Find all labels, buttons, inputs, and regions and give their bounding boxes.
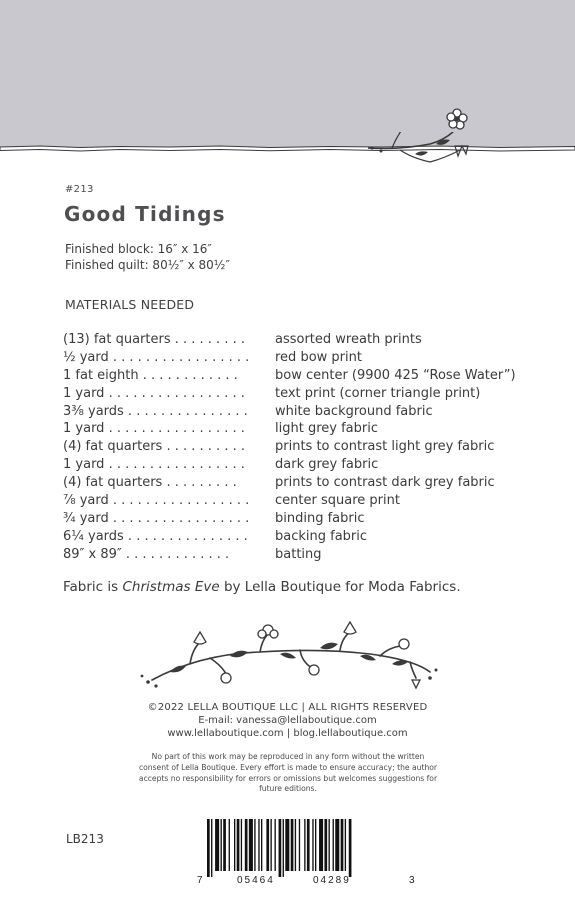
material-item xyxy=(63,510,533,528)
material-item xyxy=(63,331,533,349)
material-quantity: ¾ yard . . . . . . . . . . . . . . . . . xyxy=(63,510,250,526)
material-quantity: ⅞ yard . . . . . . . . . . . . . . . . . xyxy=(63,493,250,509)
header-grey-band xyxy=(0,0,575,150)
barcode-bar xyxy=(215,819,219,871)
material-quantity: (13) fat quarters . . . . . . . . . xyxy=(63,332,245,347)
barcode-bar xyxy=(295,819,296,871)
barcode-bar xyxy=(333,819,334,871)
material-use: prints to contrast light grey fabric xyxy=(275,439,495,455)
barcode-bar xyxy=(207,819,210,877)
material-item xyxy=(63,367,533,385)
flower-icon xyxy=(444,106,470,132)
material-use: dark grey fabric xyxy=(275,457,379,473)
material-item xyxy=(63,492,533,510)
barcode-bar xyxy=(221,819,222,871)
fabric-note-suffix: by Lella Boutique for Moda Fabrics. xyxy=(219,579,461,595)
material-quantity: 3⅜ yards . . . . . . . . . . . . . . . xyxy=(63,403,248,419)
material-use: white background fabric xyxy=(275,403,433,419)
finished-block-size: Finished block: 16″ x 16″ xyxy=(65,242,212,256)
barcode-bar xyxy=(275,819,276,871)
material-item xyxy=(63,438,533,456)
material-item xyxy=(63,349,533,367)
material-quantity: (4) fat quarters . . . . . . . . . xyxy=(63,475,237,491)
barcode-digit-trailing: 3 xyxy=(409,875,415,886)
email-line: E-mail: vanessa@lellaboutique.com xyxy=(198,715,377,726)
barcode-bar xyxy=(279,819,282,877)
material-use: assorted wreath prints xyxy=(275,332,422,347)
barcode-digit-leading: 7 xyxy=(197,875,203,886)
material-use: center square print xyxy=(275,493,400,509)
barcode-bar xyxy=(312,819,313,871)
materials-list xyxy=(63,331,533,564)
product-code: LB213 xyxy=(66,832,104,846)
barcode-bar xyxy=(307,819,310,871)
material-use: prints to contrast dark grey fabric xyxy=(275,475,495,491)
barcode-bar xyxy=(237,819,240,871)
barcode-bar xyxy=(254,819,255,871)
material-quantity: 89″ x 89″ . . . . . . . . . . . . . xyxy=(63,546,230,562)
material-use: batting xyxy=(275,546,322,562)
barcode-bar xyxy=(266,819,269,871)
barcode-digits-right: 04289 xyxy=(313,875,351,886)
barcode-digits-left: 05464 xyxy=(237,875,275,886)
barcode-bars xyxy=(207,819,351,877)
pattern-number: #213 xyxy=(65,184,94,195)
material-item xyxy=(63,420,533,438)
barcode-bar xyxy=(229,819,230,871)
disclaimer-text: No part of this work may be reproduced in any form without the written consent of Lella Boutique. Every effort is made to ensure accuracy; the author accepts no responsibility for errors or omissions but welcomes suggestions for future editions. xyxy=(138,752,438,794)
barcode-bar xyxy=(234,819,235,871)
material-quantity: 1 yard . . . . . . . . . . . . . . . . . xyxy=(63,457,245,473)
material-use: bow center (9900 425 “Rose Water”) xyxy=(275,367,516,383)
finished-quilt-size: Finished quilt: 80½″ x 80½″ xyxy=(65,258,230,272)
barcode-bar xyxy=(223,819,226,871)
material-use: red bow print xyxy=(275,349,362,365)
torn-edge-sprig-illustration xyxy=(0,132,575,172)
material-use: binding fabric xyxy=(275,510,365,526)
material-quantity: 6¼ yards . . . . . . . . . . . . . . . xyxy=(63,528,248,544)
barcode-bar xyxy=(291,819,294,871)
material-item xyxy=(63,385,533,403)
materials-heading: MATERIALS NEEDED xyxy=(65,297,195,312)
barcode-bar xyxy=(241,819,242,871)
websites-line: www.lellaboutique.com | blog.lellaboutique.com xyxy=(167,728,408,739)
barcode-bar xyxy=(249,819,253,871)
fabric-note-prefix: Fabric is xyxy=(63,579,123,595)
material-item xyxy=(63,403,533,421)
material-quantity: (4) fat quarters . . . . . . . . . . xyxy=(63,439,245,455)
material-quantity: 1 fat eighth . . . . . . . . . . . . xyxy=(63,367,238,383)
barcode-bar xyxy=(324,819,327,871)
barcode-bar xyxy=(319,819,323,871)
pattern-title: Good Tidings xyxy=(64,202,226,226)
barcode-bar xyxy=(261,819,262,871)
fabric-collection-name: Christmas Eve xyxy=(122,579,220,595)
barcode-bar xyxy=(329,819,330,871)
barcode-bar xyxy=(299,819,300,871)
barcode-bar xyxy=(315,819,316,871)
material-use: text print (corner triangle print) xyxy=(275,385,481,401)
barcode-bar xyxy=(341,819,344,871)
barcode-bar xyxy=(245,819,248,871)
copyright-line: ©2022 LELLA BOUTIQUE LLC | ALL RIGHTS RESERVED xyxy=(147,702,428,713)
material-item xyxy=(63,456,533,474)
barcode-bar xyxy=(349,819,352,877)
floral-vine-illustration xyxy=(130,612,450,692)
material-item xyxy=(63,474,533,492)
barcode-bar xyxy=(304,819,305,871)
material-use: light grey fabric xyxy=(275,421,378,437)
barcode-bar xyxy=(345,819,346,871)
barcode xyxy=(193,815,423,887)
material-item xyxy=(63,528,533,546)
material-quantity: ½ yard . . . . . . . . . . . . . . . . . xyxy=(63,349,250,365)
barcode-bar xyxy=(211,819,212,877)
fabric-collection-note xyxy=(63,579,461,595)
material-quantity: 1 yard . . . . . . . . . . . . . . . . . xyxy=(63,385,245,401)
material-quantity: 1 yard . . . . . . . . . . . . . . . . . xyxy=(63,421,245,437)
material-item xyxy=(63,546,533,564)
barcode-bar xyxy=(335,819,339,871)
barcode-bar xyxy=(258,819,259,871)
barcode-bar xyxy=(285,819,289,871)
material-use: backing fabric xyxy=(275,528,368,544)
barcode-bar xyxy=(283,819,284,877)
barcode-bar xyxy=(270,819,271,871)
